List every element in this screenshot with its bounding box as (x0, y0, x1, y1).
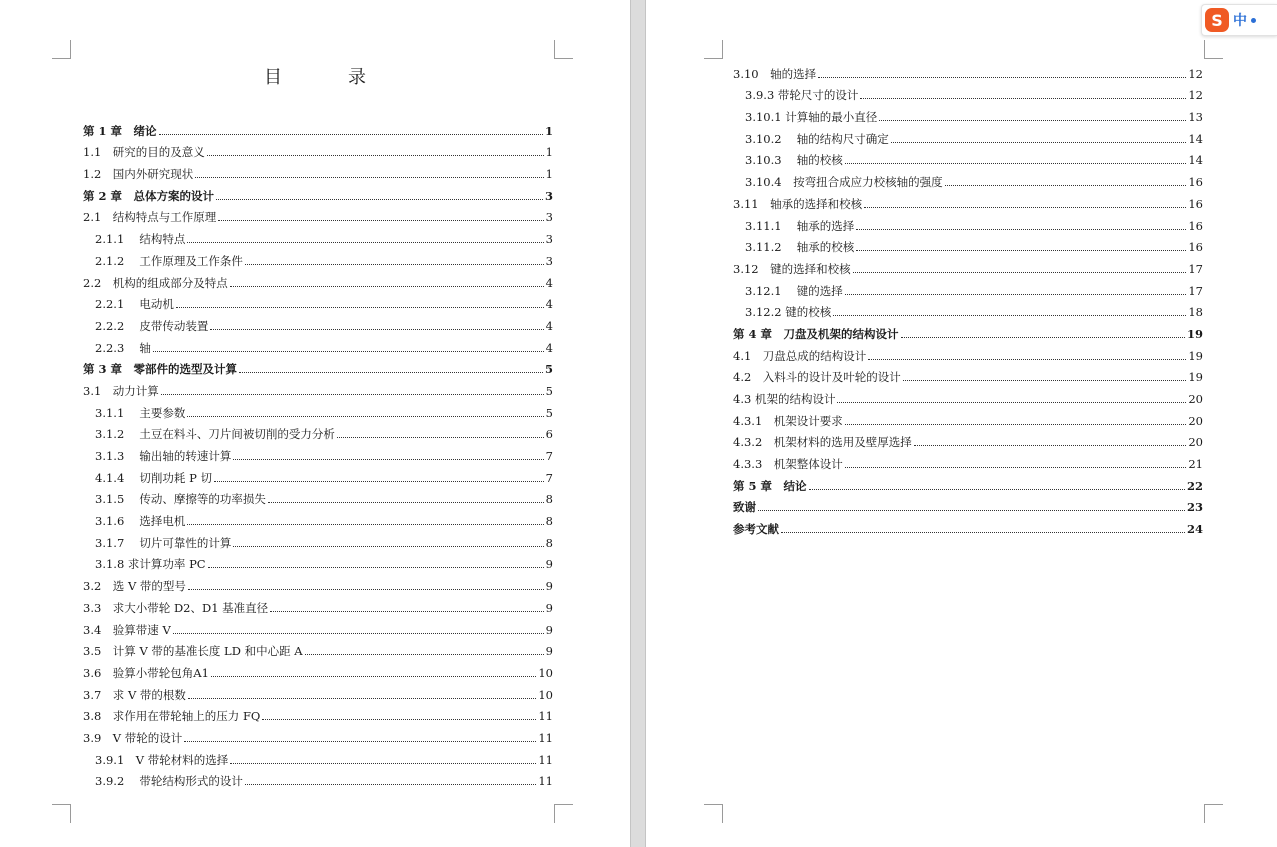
toc-entry-title: 4.3.2 机架材料的选用及壁厚选择 (733, 435, 912, 450)
toc-entry-title: 2.1.2 工作原理及工作条件 (95, 253, 243, 268)
toc-dot-leader (818, 77, 1186, 78)
toc-entry-page-number: 11 (538, 730, 553, 745)
toc-entry-page-number: 8 (545, 535, 553, 550)
toc-entry-page-number: 17 (1188, 261, 1203, 276)
toc-dot-leader (901, 337, 1185, 338)
toc-entry[interactable] (83, 571, 553, 593)
toc-entry-title: 1.1 研究的目的及意义 (83, 145, 205, 160)
toc-entry[interactable] (83, 680, 553, 702)
toc-entry[interactable] (733, 59, 1203, 81)
toc-entry-title: 3.9.2 带轮结构形式的设计 (95, 774, 243, 789)
toc-entry-page-number: 6 (545, 427, 553, 442)
toc-entry-title: 3.9.3 带轮尺寸的设计 (745, 88, 859, 103)
toc-entry-page-number: 24 (1186, 522, 1203, 537)
toc-entry-page-number: 19 (1186, 326, 1203, 341)
toc-entry-page-number: 22 (1186, 478, 1203, 493)
toc-entry[interactable] (83, 506, 553, 528)
toc-entry-page-number: 10 (538, 687, 553, 702)
toc-entry-page-number: 4 (545, 297, 553, 312)
corner-mark-bottom-left (52, 804, 71, 823)
toc-entry-page-number: 4 (545, 340, 553, 355)
toc-entry-title: 第 1 章 绪论 (83, 123, 157, 138)
toc-entry[interactable] (83, 702, 553, 724)
ime-toolbar[interactable] (1201, 4, 1277, 36)
toc-entry-page-number: 20 (1188, 413, 1203, 428)
toc-entry-title: 3.8 求作用在带轮轴上的压力 FQ (83, 709, 261, 724)
toc-entry[interactable] (83, 268, 553, 290)
toc-entry[interactable] (733, 319, 1203, 341)
toc-entry-title: 3.1.1 主要参数 (95, 405, 186, 420)
toc-dot-leader (945, 185, 1187, 186)
toc-entry-title: 4.3.3 机架整体设计 (733, 457, 843, 472)
toc-dot-leader (208, 567, 544, 568)
toc-entry[interactable] (83, 615, 553, 637)
toc-dot-leader (210, 329, 543, 330)
toc-entry[interactable] (733, 471, 1203, 493)
toc-entry[interactable] (733, 406, 1203, 428)
toc-entry-title: 3.4 验算带速 V (83, 622, 171, 637)
toc-dot-leader (868, 359, 1186, 360)
toc-entry-title: 3.1.8 求计算功率 PC (95, 557, 206, 572)
toc-entry-page-number: 16 (1188, 240, 1203, 255)
toc-entry-title: 参考文献 (733, 522, 779, 537)
toc-dot-leader (207, 155, 544, 156)
toc-dot-leader (176, 307, 544, 308)
toc-dot-leader (809, 489, 1185, 490)
toc-entry-title: 3.10.4 按弯扭合成应力校核轴的强度 (745, 175, 943, 190)
ime-punctuation-dot-icon[interactable] (1251, 18, 1256, 23)
toc-dot-leader (845, 424, 1187, 425)
toc-entry-page-number: 16 (1188, 196, 1203, 211)
toc-entry[interactable] (83, 246, 553, 268)
toc-entry-page-number: 9 (545, 600, 553, 615)
corner-mark-top-left (704, 40, 723, 59)
toc-entry-page-number: 20 (1188, 392, 1203, 406)
toc-dot-leader (837, 402, 1186, 403)
toc-entry[interactable] (733, 449, 1203, 471)
toc-entry-page-number: 1 (544, 123, 553, 138)
corner-mark-top-right (554, 40, 573, 59)
toc-entry[interactable] (83, 550, 553, 572)
toc-entry-page-number: 5 (544, 362, 553, 377)
toc-dot-leader (914, 445, 1187, 446)
toc-dot-leader (187, 524, 543, 525)
toc-entry-page-number: 8 (545, 514, 553, 529)
toc-dot-leader (245, 784, 536, 785)
sogou-logo-icon[interactable]: S (1205, 8, 1229, 32)
toc-entry-page-number: 9 (545, 579, 553, 594)
toc-entry[interactable] (733, 341, 1203, 363)
corner-mark-bottom-right (554, 804, 573, 823)
toc-entry[interactable] (83, 463, 553, 485)
toc-entry[interactable] (83, 224, 553, 246)
toc-entry-page-number: 16 (1188, 175, 1203, 190)
toc-dot-leader (903, 380, 1187, 381)
toc-dot-leader (262, 719, 536, 720)
toc-dot-leader (239, 372, 543, 373)
corner-mark-top-right (1204, 40, 1223, 59)
toc-dot-leader (230, 286, 544, 287)
toc-entry[interactable] (83, 593, 553, 615)
toc-entry-page-number: 3 (545, 232, 553, 247)
toc-entry[interactable] (83, 420, 553, 442)
toc-entry-title: 2.1 结构特点与工作原理 (83, 210, 217, 225)
toc-entry[interactable] (83, 767, 553, 789)
toc-entry-title: 3.10.2 轴的结构尺寸确定 (745, 131, 889, 146)
toc-entry[interactable] (83, 355, 553, 377)
document-page-right (646, 0, 1277, 847)
toc-entry-title: 3.9.1 V 带轮材料的选择 (95, 752, 229, 767)
toc-entry-page-number: 12 (1188, 66, 1203, 81)
toc-dot-leader (216, 199, 543, 200)
toc-entry-title: 3.5 计算 V 带的基准长度 LD 和中心距 A (83, 644, 303, 659)
corner-mark-top-left (52, 40, 71, 59)
toc-entry-page-number: 9 (545, 622, 553, 637)
toc-entry-title: 3.10 轴的选择 (733, 66, 817, 81)
toc-dot-leader (173, 633, 544, 634)
toc-dot-leader (845, 163, 1187, 164)
toc-entry-page-number: 7 (545, 449, 553, 463)
toc-entry[interactable] (733, 254, 1203, 276)
toc-entry[interactable] (83, 311, 553, 333)
toc-dot-leader (159, 134, 543, 135)
toc-dot-leader (233, 546, 543, 547)
toc-dot-leader (187, 416, 543, 417)
toc-entry[interactable] (733, 514, 1203, 536)
toc-entry-page-number: 8 (545, 492, 553, 507)
toc-dot-leader (233, 459, 543, 460)
toc-entry-page-number: 5 (545, 383, 553, 398)
toc-dot-leader (856, 250, 1186, 251)
toc-entry-page-number: 9 (545, 644, 553, 659)
toc-dot-leader (781, 532, 1185, 533)
toc-entry-page-number: 17 (1188, 283, 1203, 298)
toc-entry[interactable] (733, 428, 1203, 450)
toc-entry[interactable] (733, 493, 1203, 515)
toc-entry-page-number: 18 (1188, 305, 1203, 320)
toc-entry-page-number: 19 (1188, 348, 1203, 363)
toc-dot-leader (845, 294, 1187, 295)
toc-dot-leader (230, 763, 536, 764)
toc-entry[interactable] (83, 658, 553, 680)
toc-entry-title: 致谢 (733, 500, 756, 515)
toc-entry-title: 2.2.1 电动机 (95, 297, 174, 312)
toc-entry-page-number: 21 (1188, 457, 1203, 472)
toc-entry-page-number: 3 (545, 253, 553, 268)
toc-entry-title: 3.11 轴承的选择和校核 (733, 196, 863, 211)
toc-dot-leader (337, 437, 544, 438)
toc-entry-title: 2.2 机构的组成部分及特点 (83, 275, 228, 290)
toc-entry[interactable] (83, 637, 553, 659)
toc-dot-leader (195, 177, 543, 178)
toc-entry[interactable] (83, 745, 553, 767)
toc-dot-leader (214, 481, 544, 482)
toc-dot-leader (245, 264, 544, 265)
toc-entry[interactable] (733, 81, 1203, 103)
toc-entry-page-number: 16 (1188, 218, 1203, 233)
toc-entry-title: 3.1.3 输出轴的转速计算 (95, 449, 232, 463)
toc-dot-leader (187, 242, 543, 243)
toc-entry-page-number: 1 (545, 167, 553, 182)
toc-entry-title: 3.2 选 V 带的型号 (83, 579, 186, 594)
toc-entry-page-number: 7 (545, 470, 553, 485)
toc-dot-leader (270, 611, 543, 612)
toc-entry[interactable] (733, 233, 1203, 255)
document-page-left (0, 0, 630, 847)
toc-dot-leader (856, 229, 1186, 230)
toc-entry-page-number: 19 (1188, 370, 1203, 385)
toc-entry-page-number: 3 (545, 210, 553, 225)
toc-entry[interactable] (83, 116, 553, 138)
ime-mode-toggle[interactable]: 中 (1233, 13, 1247, 29)
toc-entry[interactable] (83, 181, 553, 203)
toc-entry[interactable] (733, 384, 1203, 406)
toc-entry[interactable] (733, 363, 1203, 385)
corner-mark-bottom-right (1204, 804, 1223, 823)
toc-dot-leader (211, 676, 536, 677)
toc-entry-title: 第 4 章 刀盘及机架的结构设计 (733, 326, 899, 341)
toc-entry[interactable] (83, 203, 553, 225)
toc-entry[interactable] (83, 333, 553, 355)
toc-entry-title: 3.12.1 键的选择 (745, 283, 843, 298)
toc-entry-page-number: 9 (545, 557, 553, 572)
toc-entry-page-number: 11 (538, 752, 553, 767)
toc-entry-title: 3.1.5 传动、摩擦等的功率损失 (95, 492, 266, 507)
toc-entry-title: 4.1.4 切削功耗 P 切 (95, 470, 212, 485)
toc-entry-title: 4.1 刀盘总成的结构设计 (733, 348, 867, 363)
toc-entry-title: 3.9 V 带轮的设计 (83, 730, 183, 745)
toc-dot-leader (860, 98, 1186, 99)
toc-list-right (733, 59, 1203, 536)
toc-dot-leader (879, 120, 1186, 121)
toc-entry-title: 3.6 验算小带轮包角A1 (83, 665, 209, 680)
toc-dot-leader (184, 741, 536, 742)
toc-entry[interactable] (83, 290, 553, 312)
toc-dot-leader (218, 220, 543, 221)
toc-entry-title: 1.2 国内外研究现状 (83, 167, 194, 182)
toc-entry-page-number: 23 (1186, 500, 1203, 515)
page-gutter (630, 0, 646, 847)
toc-entry-title: 2.2.2 皮带传动装置 (95, 318, 209, 333)
toc-entry-title: 第 3 章 零部件的选型及计算 (83, 362, 238, 377)
toc-entry-page-number: 10 (538, 665, 553, 680)
toc-entry-page-number: 11 (538, 774, 553, 789)
toc-entry[interactable] (83, 398, 553, 420)
toc-entry-title: 4.3.1 机架设计要求 (733, 413, 843, 428)
toc-entry[interactable] (733, 124, 1203, 146)
toc-dot-leader (891, 142, 1187, 143)
toc-entry-title: 3.1.7 切片可靠性的计算 (95, 535, 232, 550)
toc-dot-leader (845, 467, 1187, 468)
toc-dot-leader (268, 502, 544, 503)
toc-entry-title: 3.3 求大小带轮 D2、D1 基准直径 (83, 600, 269, 615)
toc-entry-page-number: 3 (544, 188, 553, 203)
toc-dot-leader (864, 207, 1186, 208)
toc-entry-title: 3.1.2 土豆在料斗、刀片间被切削的受力分析 (95, 427, 335, 442)
toc-entry-page-number: 13 (1188, 110, 1203, 125)
toc-entry-page-number: 1 (545, 145, 553, 160)
toc-entry[interactable] (733, 189, 1203, 211)
toc-entry[interactable] (733, 211, 1203, 233)
toc-entry-title: 第 5 章 结论 (733, 478, 807, 493)
toc-entry-title: 4.2 入料斗的设计及叶轮的设计 (733, 370, 901, 385)
toc-entry[interactable] (83, 723, 553, 745)
toc-entry-page-number: 4 (545, 318, 553, 333)
toc-entry-title: 3.11.1 轴承的选择 (745, 218, 855, 233)
toc-dot-leader (853, 272, 1187, 273)
toc-entry-title: 3.12.2 键的校核 (745, 305, 832, 320)
toc-dot-leader (833, 315, 1186, 316)
toc-entry-title: 3.10.1 计算轴的最小直径 (745, 110, 878, 125)
toc-dot-leader (153, 351, 544, 352)
toc-entry[interactable] (83, 159, 553, 181)
toc-entry[interactable] (733, 102, 1203, 124)
toc-entry[interactable] (83, 528, 553, 550)
toc-entry-page-number: 5 (545, 405, 553, 420)
toc-entry[interactable] (733, 146, 1203, 168)
toc-entry[interactable] (83, 441, 553, 463)
corner-mark-bottom-left (704, 804, 723, 823)
toc-entry-page-number: 14 (1188, 131, 1203, 146)
toc-dot-leader (188, 698, 536, 699)
toc-entry-title: 4.3 机架的结构设计 (733, 392, 836, 406)
toc-entry[interactable] (733, 298, 1203, 320)
toc-entry-title: 3.10.3 轴的校核 (745, 153, 843, 168)
toc-dot-leader (758, 510, 1185, 511)
toc-entry-title: 第 2 章 总体方案的设计 (83, 188, 215, 203)
toc-entry-title: 3.1 动力计算 (83, 383, 159, 398)
toc-entry-title: 2.2.3 轴 (95, 340, 151, 355)
toc-entry[interactable] (733, 167, 1203, 189)
toc-entry-title: 3.11.2 轴承的校核 (745, 240, 855, 255)
toc-dot-leader (161, 394, 544, 395)
toc-entry-page-number: 11 (538, 709, 553, 724)
toc-entry-title: 3.7 求 V 带的根数 (83, 687, 186, 702)
toc-entry-page-number: 14 (1188, 153, 1203, 168)
toc-dot-leader (188, 589, 544, 590)
toc-dot-leader (305, 654, 544, 655)
toc-entry[interactable] (83, 485, 553, 507)
toc-entry-page-number: 20 (1188, 435, 1203, 450)
toc-title: 目 录 (264, 67, 390, 88)
toc-list-left (83, 116, 553, 788)
toc-entry[interactable] (83, 138, 553, 160)
toc-entry-page-number: 4 (545, 275, 553, 290)
toc-entry-page-number: 12 (1188, 88, 1203, 103)
toc-entry[interactable] (83, 376, 553, 398)
toc-entry-title: 3.1.6 选择电机 (95, 514, 186, 529)
toc-entry-title: 2.1.1 结构特点 (95, 232, 186, 247)
toc-entry[interactable] (733, 276, 1203, 298)
toc-entry-title: 3.12 键的选择和校核 (733, 261, 851, 276)
